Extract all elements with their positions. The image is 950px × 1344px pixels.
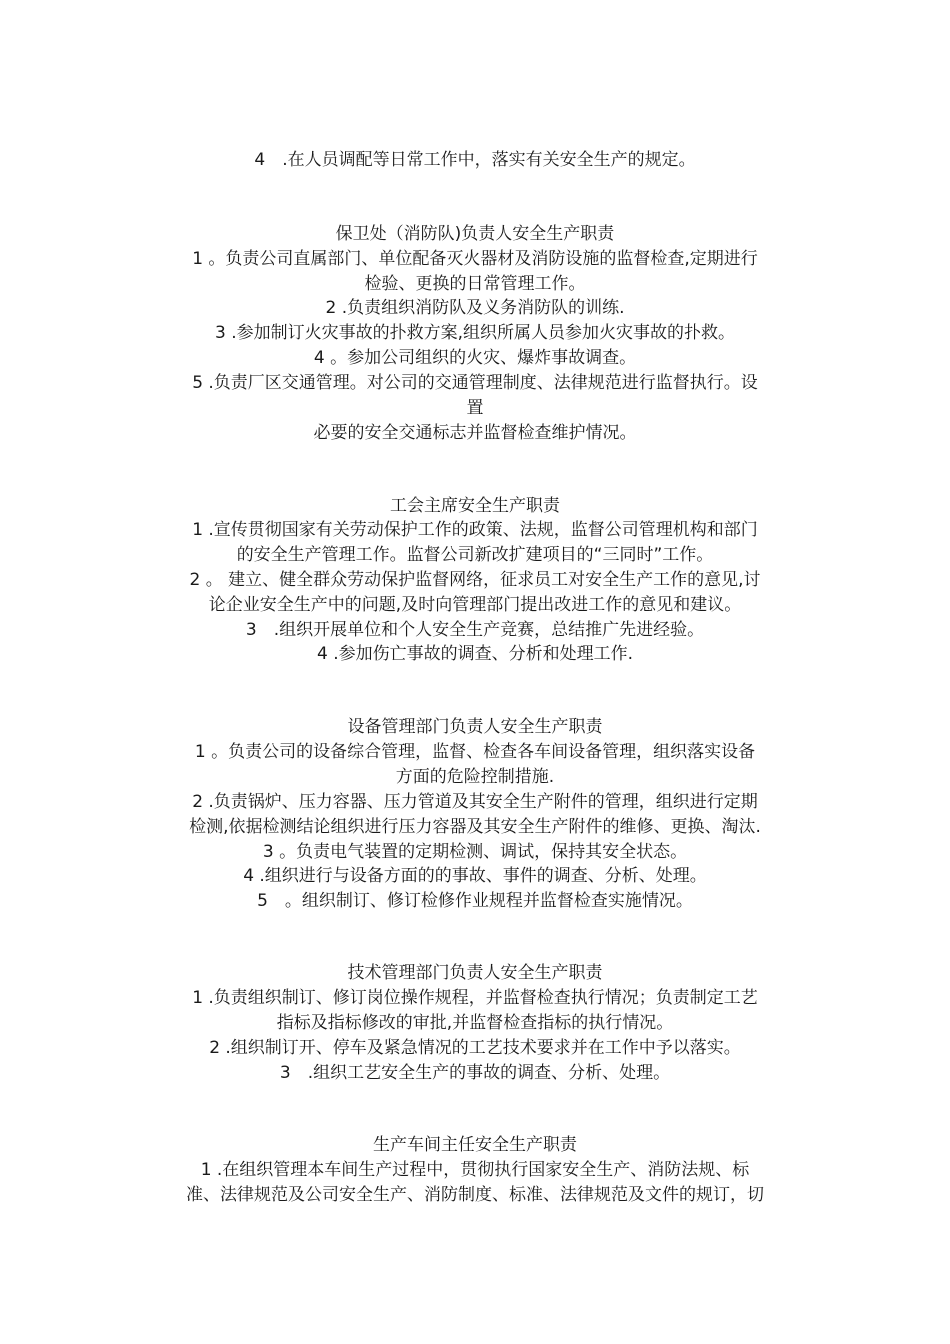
section-title: 设备管理部门负责人安全生产职责 <box>347 717 603 737</box>
section-line: 4 .参加伤亡事故的调查、分析和处理工作. <box>316 644 634 664</box>
section-line: 2 .负责组织消防队及义务消防队的训练. <box>325 298 625 318</box>
section-line: 检测,依据检测结论组织进行压力容器及其安全生产附件的维修、更换、淘汰. <box>189 817 761 837</box>
section-line: 论企业安全生产中的问题,及时向管理部门提出改进工作的意见和建议。 <box>208 595 742 615</box>
section-title: 技术管理部门负责人安全生产职责 <box>347 963 603 983</box>
section-line: 3 。负责电气装置的定期检测、调试，保持其安全状态。 <box>262 842 688 862</box>
section-title: 生产车间主任安全生产职责 <box>373 1135 577 1155</box>
section-line: 1 .宣传贯彻国家有关劳动保护工作的政策、法规，监督公司管理机构和部门 <box>192 520 758 540</box>
intro-item: 4 .在人员调配等日常工作中，落实有关安全生产的规定。 <box>254 150 696 170</box>
section-line: 2 。 建立、健全群众劳动保护监督网络，征求员工对安全生产工作的意见,讨 <box>189 570 761 590</box>
section-line: 置 <box>466 398 484 418</box>
section-line: 的安全生产管理工作。监督公司新改扩建项目的“三同时”工作。 <box>236 545 714 565</box>
section-line: 2 .组织制订开、停车及紧急情况的工艺技术要求并在工作中予以落实。 <box>209 1038 741 1058</box>
section-line: 4 .组织进行与设备方面的的事故、事件的调查、分析、处理。 <box>243 866 707 886</box>
section-line: 3 .参加制订火灾事故的扑救方案,组织所属人员参加火灾事故的扑救。 <box>214 323 736 343</box>
section-line: 准、法律规范及公司安全生产、消防制度、标准、法律规范及文件的规订，切 <box>186 1185 764 1205</box>
section-line: 4 。参加公司组织的火灾、爆炸事故调查。 <box>313 348 637 368</box>
section-line: 1 。负责公司的设备综合管理，监督、检查各车间设备管理，组织落实设备 <box>194 742 756 762</box>
section-line: 1 .在组织管理本车间生产过程中，贯彻执行国家安全生产、消防法规、标 <box>200 1160 750 1180</box>
section-line: 方面的危险控制措施. <box>395 767 555 787</box>
section-line: 检验、更换的日常管理工作。 <box>364 274 586 294</box>
section-line: 必要的安全交通标志并监督检查维护情况。 <box>313 423 637 443</box>
section-line: 2 .负责锅炉、压力容器、压力管道及其安全生产附件的管理，组织进行定期 <box>192 792 758 812</box>
section-title: 保卫处（消防队)负责人安全生产职责 <box>335 224 615 244</box>
section-line: 指标及指标修改的审批,并监督检查指标的执行情况。 <box>276 1013 674 1033</box>
section-line: 5 。组织制订、修订检修作业规程并监督检查实施情况。 <box>257 891 693 911</box>
section-line: 1 。负责公司直属部门、单位配备灭火器材及消防设施的监督检查,定期进行 <box>192 249 758 269</box>
section-line: 1 .负责组织制订、修订岗位操作规程，并监督检查执行情况；负责制定工艺 <box>192 988 758 1008</box>
section-line: 5 .负责厂区交通管理。对公司的交通管理制度、法律规范进行监督执行。设 <box>192 373 758 393</box>
section-title: 工会主席安全生产职责 <box>390 496 560 516</box>
section-line: 3 .组织开展单位和个人安全生产竞赛，总结推广先进经验。 <box>245 620 705 640</box>
section-line: 3 .组织工艺安全生产的事故的调查、分析、处理。 <box>279 1063 671 1083</box>
